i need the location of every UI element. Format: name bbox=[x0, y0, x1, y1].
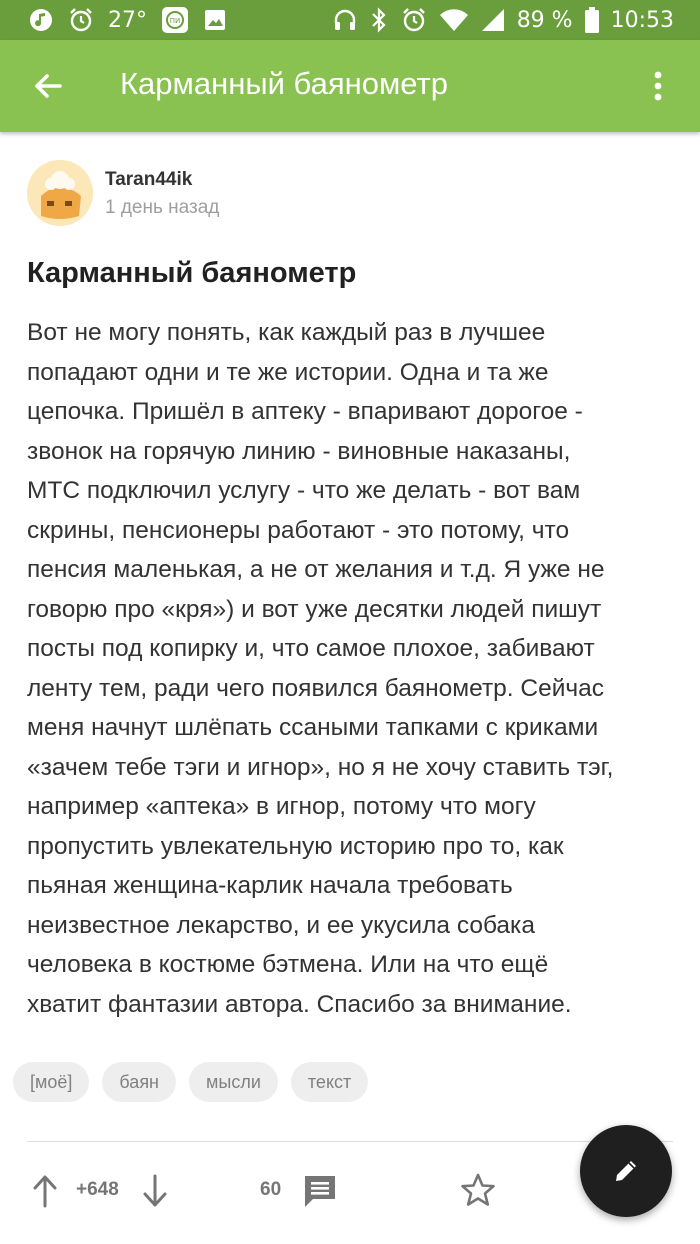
pencil-icon bbox=[612, 1157, 640, 1185]
app-bar-title: Карманный баянометр bbox=[120, 66, 448, 101]
post-body-line: человека в костюме бэтмена. Или на что ещё bbox=[27, 951, 549, 978]
rating-count: +648 bbox=[76, 1179, 119, 1200]
post-body-line: цепочка. Пришёл в аптеку - впаривают дорогое - bbox=[27, 398, 583, 425]
post-time: 1 день назад bbox=[105, 197, 220, 218]
post-body-line: пропустить увлекательную историю про то, как bbox=[27, 832, 564, 860]
post-body-line: неизвестное лекарство, и ее укусила собака bbox=[27, 911, 535, 939]
wifi-icon bbox=[439, 8, 469, 32]
post-body-line: «зачем тебе тэги и игнор», но я не хочу ставить тэг, bbox=[27, 753, 614, 781]
post-body-line: пьяная женщина-карлик начала требовать bbox=[27, 872, 513, 899]
post-body-line: меня начнут шлёпать ссаными тапками с криками bbox=[27, 714, 599, 741]
signal-icon bbox=[481, 8, 505, 32]
star-outline-icon bbox=[460, 1172, 496, 1208]
status-bar-left bbox=[28, 6, 227, 34]
battery-icon bbox=[585, 7, 599, 33]
tag-chip[interactable]: текст bbox=[291, 1062, 368, 1102]
write-post-fab[interactable] bbox=[580, 1125, 672, 1217]
upvote-button[interactable] bbox=[28, 1172, 62, 1210]
post-body-line: хватит фантазии автора. Спасибо за внимание. bbox=[27, 990, 572, 1018]
battery-percent: 89 % bbox=[516, 7, 573, 33]
avatar[interactable] bbox=[27, 160, 93, 226]
post-body-line: звонок на горячую линию - виновные наказаны, bbox=[27, 437, 571, 465]
headphones-icon bbox=[333, 8, 357, 32]
temperature-text: 27° bbox=[108, 7, 147, 33]
tag-chip[interactable]: мысли bbox=[189, 1062, 278, 1102]
svg-text:ПИ: ПИ bbox=[169, 17, 181, 25]
clock: 10:53 bbox=[610, 7, 674, 33]
post-body-line: ленту тем, ради чего появился баянометр. Сейчас bbox=[27, 674, 605, 702]
tag-list bbox=[13, 1062, 368, 1102]
arrow-up-icon bbox=[32, 1174, 58, 1208]
tag-chip[interactable]: баян bbox=[102, 1062, 176, 1102]
author-name[interactable]: Taran44ik bbox=[105, 169, 193, 190]
arrow-down-icon bbox=[142, 1174, 168, 1208]
post-body-line: Вот не могу понять, как каждый раз в лучшее bbox=[27, 319, 546, 346]
post-body-line: скрины, пенсионеры работают - это потому, что bbox=[27, 516, 570, 544]
back-button[interactable] bbox=[26, 64, 70, 108]
divider bbox=[27, 1141, 673, 1142]
post-body-line: посты под копирку и, что самое плохое, забивают bbox=[27, 635, 595, 662]
alarm-icon bbox=[68, 7, 94, 33]
post-body-line: пенсия маленькая, а не от желания и т.д. Я уже не bbox=[27, 556, 605, 583]
tag-chip[interactable]: [моё] bbox=[13, 1062, 89, 1102]
post-body-line: попадают одни и те же истории. Одна и та же bbox=[27, 358, 549, 386]
comments-button[interactable] bbox=[300, 1172, 340, 1210]
status-bar-right bbox=[333, 6, 674, 34]
comment-icon bbox=[302, 1173, 338, 1209]
post-body-line: МТС подключил услугу - что же делать - вот вам bbox=[27, 477, 581, 504]
image-icon bbox=[203, 8, 227, 32]
comments-count[interactable]: 60 bbox=[260, 1179, 282, 1200]
downvote-button[interactable] bbox=[138, 1172, 172, 1210]
post-body bbox=[27, 313, 677, 1024]
post-body-line: например «аптека» в игнор, потому что могу bbox=[27, 793, 536, 820]
save-button[interactable] bbox=[458, 1170, 498, 1210]
app-bar bbox=[0, 40, 700, 132]
post-title: Карманный баянометр bbox=[27, 257, 357, 289]
more-options-button[interactable] bbox=[638, 64, 678, 108]
app-notification-icon bbox=[161, 6, 189, 34]
post-body-line: говорю про «кря») и вот уже десятки людей пишут bbox=[27, 595, 602, 623]
status-bar bbox=[0, 0, 700, 40]
music-note-icon bbox=[28, 7, 54, 33]
arrow-back-icon bbox=[32, 70, 64, 102]
alarm-icon bbox=[401, 7, 427, 33]
more-vert-icon bbox=[653, 70, 663, 102]
bluetooth-icon bbox=[369, 7, 389, 33]
